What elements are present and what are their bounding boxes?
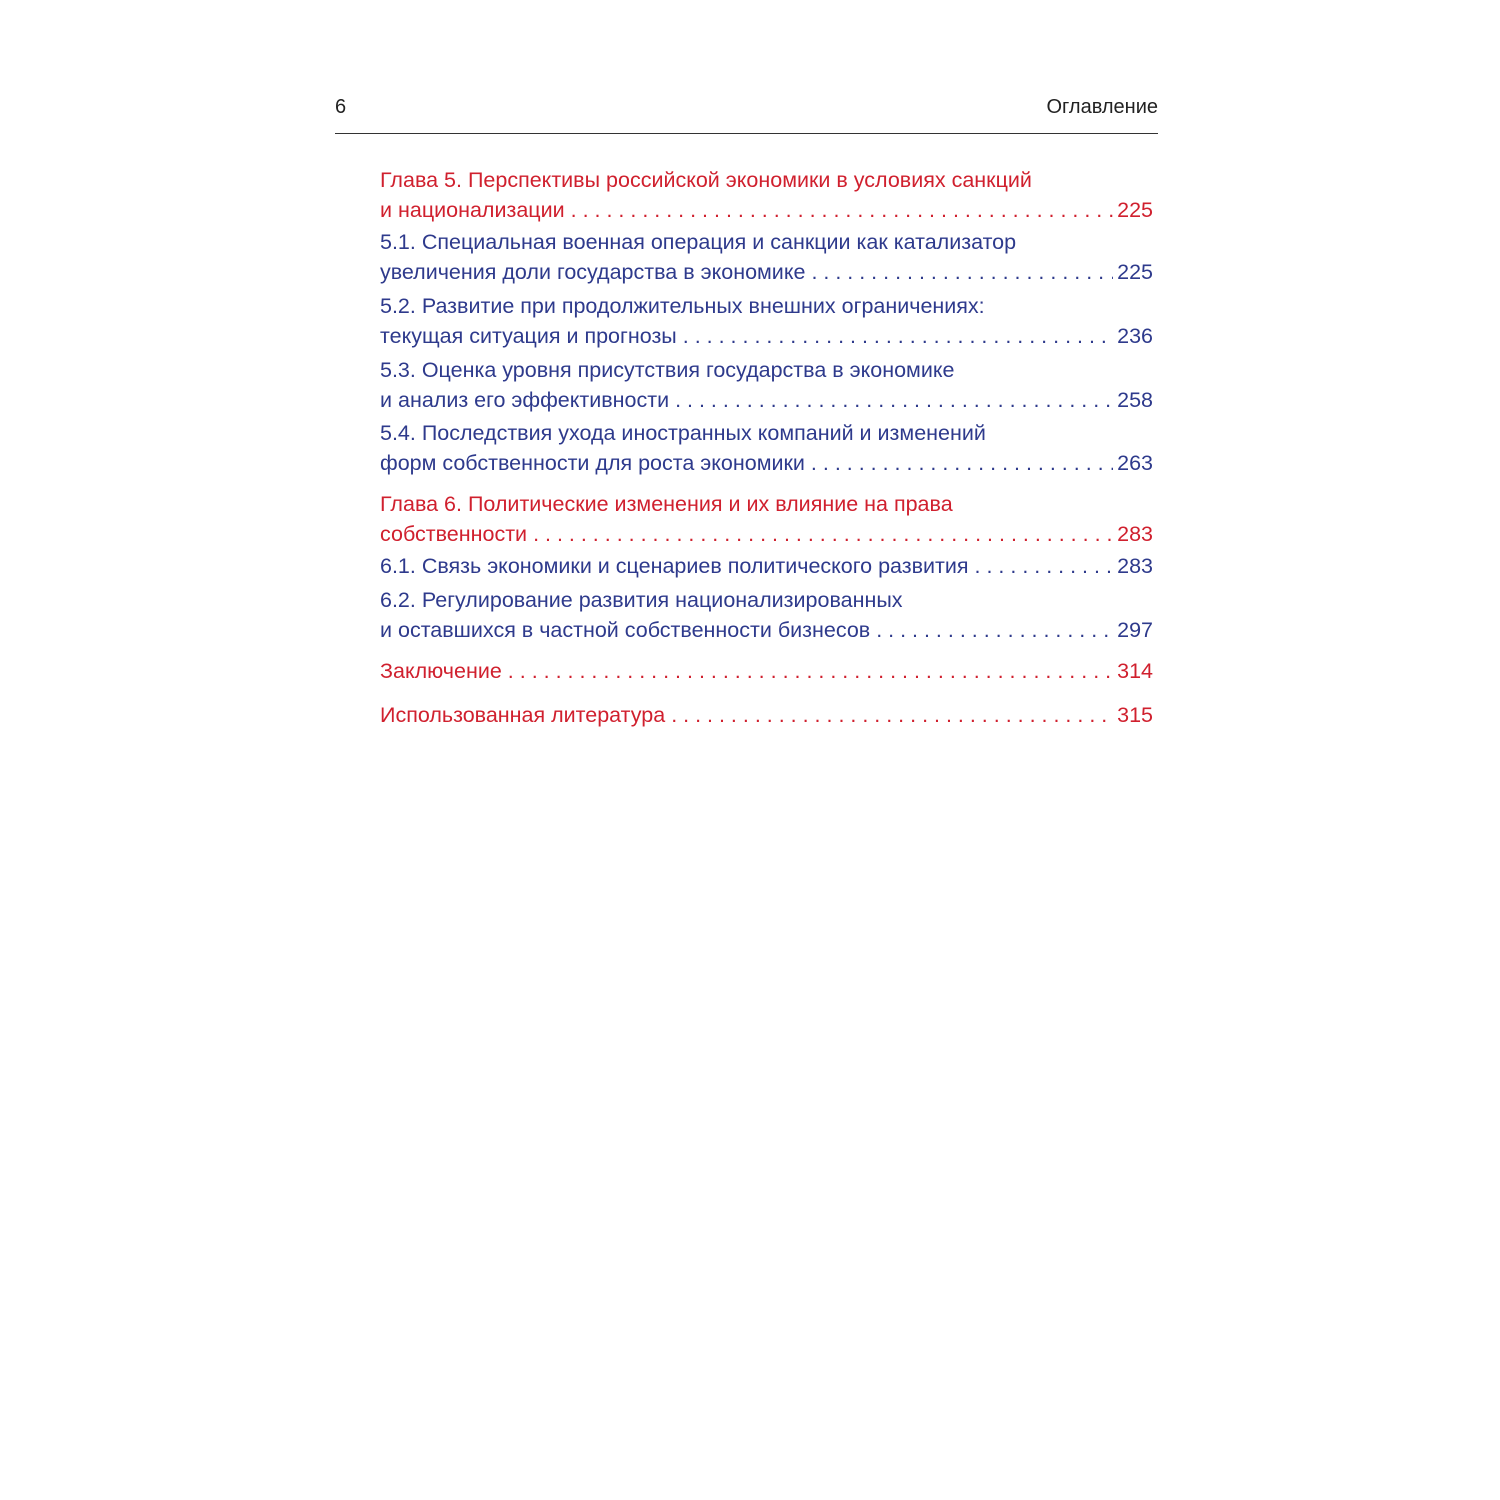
toc-entry-page: 297 [1117, 618, 1153, 642]
toc-entry-title-line2: текущая ситуация и прогнозы [380, 324, 677, 348]
dot-leader [533, 519, 1113, 549]
toc-entry-page: 225 [1117, 198, 1153, 222]
running-head-title: Оглавление [1046, 96, 1158, 118]
dot-leader [683, 321, 1113, 351]
toc-entry-title-line1: 5.2. Развитие при продолжительных внешних ограничениях: [380, 294, 985, 318]
toc-entry-title-line2: и оставшихся в частной собственности бизнесов [380, 618, 871, 642]
toc-entry-page: 225 [1117, 260, 1153, 284]
dot-leader [876, 615, 1113, 645]
toc-entry-chapter-5[interactable] [380, 165, 1153, 225]
dot-leader [571, 195, 1113, 225]
toc-entry-title-line2: собственности [380, 522, 528, 546]
toc-entry-title-line2-row [380, 551, 1153, 581]
dot-leader [675, 385, 1113, 415]
toc-entry-page: 315 [1117, 703, 1153, 727]
toc-entry-chapter-6[interactable] [380, 489, 1153, 549]
toc-entry-title-line2-row [380, 700, 1153, 730]
toc-entry-title-line2-row [380, 321, 1153, 351]
toc-entry-title-line2-row [380, 448, 1153, 478]
toc-entry-title-line1: 5.1. Специальная военная операция и санкции как катализатор [380, 230, 1017, 254]
toc-entry-title-line1: Глава 5. Перспективы российской экономики в условиях санкций [380, 168, 1032, 192]
toc-entry-title-line2: Использованная литература [380, 703, 666, 727]
toc-entry-title-line2: 6.1. Связь экономики и сценариев политического развития [380, 554, 969, 578]
toc-entry-references[interactable] [380, 700, 1153, 730]
toc-entry-title-line2: и национализации [380, 198, 565, 222]
running-head [335, 96, 1158, 126]
header-rule [335, 133, 1158, 134]
toc-entry-title-line2: Заключение [380, 659, 502, 683]
toc-entry-title-line2-row [380, 519, 1153, 549]
toc-entry-conclusion[interactable] [380, 656, 1153, 686]
toc-entry-title-line1: 5.3. Оценка уровня присутствия государства в экономике [380, 358, 955, 382]
toc-entry-title-line2: и анализ его эффективности [380, 388, 670, 412]
toc-entry-title-line1: Глава 6. Политические изменения и их влияние на права [380, 492, 953, 516]
toc-entry-title-line2-row [380, 615, 1153, 645]
toc-entry-title-line2: форм собственности для роста экономики [380, 451, 805, 475]
dot-leader [975, 551, 1114, 581]
toc-entry-page: 236 [1117, 324, 1153, 348]
toc-entry-title-line2-row [380, 656, 1153, 686]
toc-entry-title-line2-row [380, 385, 1153, 415]
dot-leader [671, 700, 1113, 730]
dot-leader [811, 448, 1113, 478]
toc-entry-section-5-2[interactable] [380, 291, 1153, 351]
toc-entry-section-6-2[interactable] [380, 585, 1153, 645]
toc-entry-page: 314 [1117, 659, 1153, 683]
toc-entry-page: 283 [1117, 522, 1153, 546]
toc-entry-title-line1: 5.4. Последствия ухода иностранных компаний и изменений [380, 421, 986, 445]
toc-entry-section-5-1[interactable] [380, 227, 1153, 287]
dot-leader [811, 257, 1113, 287]
dot-leader [508, 656, 1113, 686]
toc-entry-page: 263 [1117, 451, 1153, 475]
toc-entry-title-line2: увеличения доли государства в экономике [380, 260, 806, 284]
toc-entry-page: 258 [1117, 388, 1153, 412]
toc-entry-title-line2-row [380, 195, 1153, 225]
page-number: 6 [335, 96, 347, 118]
toc-entry-page: 283 [1117, 554, 1153, 578]
toc-entry-section-5-4[interactable] [380, 418, 1153, 478]
toc-entry-title-line1: 6.2. Регулирование развития национализированных [380, 588, 903, 612]
toc-entry-section-5-3[interactable] [380, 355, 1153, 415]
toc-entry-section-6-1[interactable] [380, 551, 1153, 581]
toc-entry-title-line2-row [380, 257, 1153, 287]
